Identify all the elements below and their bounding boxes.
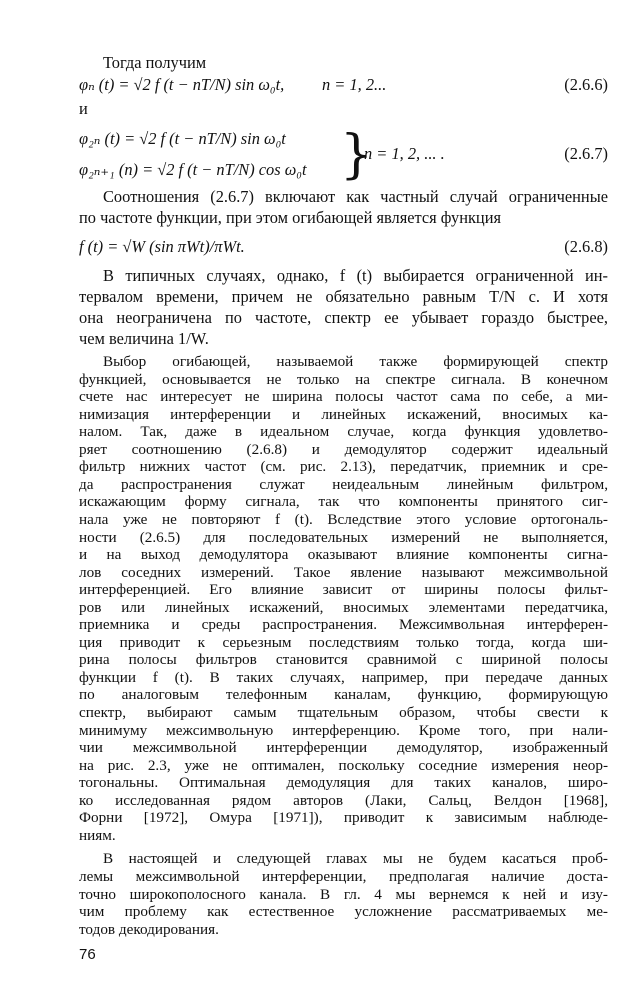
- equation-2-6-7-condition: n = 1, 2, ... .: [364, 144, 445, 163]
- text-line: нимизация интерференции и линейных искажений, вносимых ка-: [79, 405, 608, 423]
- text-line: Форни [1972], Омура [1971]), приводит к зависимым наблюде-: [79, 809, 608, 827]
- text-line: лов соседних измерений. Такое явление называют межсимвольной: [79, 563, 608, 581]
- text-line: счете нас интересует не ширина полосы частот сама по себе, а ми-: [79, 388, 608, 406]
- text-line: тодов декодирования.: [79, 920, 219, 938]
- equation-2-6-6: φₙ (t) = √2 f (t − nT/N) sin ω₀t,: [79, 75, 285, 94]
- text-line: ко исследованная рядом авторов (Лаки, Сальц, Велдон [1968],: [79, 791, 608, 809]
- text-line: и на выход демодулятора оказывают влияние компоненты сигна-: [79, 546, 608, 564]
- page-number: 76: [79, 946, 96, 964]
- text-line: фильтр нижних частот (см. рис. 2.13), передатчик, приемник и сре-: [79, 458, 608, 476]
- text-line: да распространения служат неидеальным линейным фильтром,: [79, 475, 608, 493]
- text-line: ров или линейных искажений, вносимых элементами передатчика,: [79, 598, 608, 616]
- text-line: по аналоговым телефонным каналам, функцию, формирующую: [79, 686, 608, 704]
- text-line: В типичных случаях, однако, f (t) выбирается ограниченной ин-: [103, 266, 608, 285]
- text-line: чем величина 1/W.: [79, 329, 209, 348]
- text-line: искажающим форму сигнала, так что компоненты принятого сиг-: [79, 493, 608, 511]
- text-line: Выбор огибающей, называемой также формирующей спектр: [103, 353, 608, 370]
- text-line: рина полосы фильтров становится сравнимой с шириной полосы: [79, 651, 608, 669]
- text-line: чии межсимвольной интерференции демодулятор, изображенный: [79, 739, 608, 757]
- equation-number-2-6-7: (2.6.7): [564, 144, 608, 163]
- text-line: спектр, выбирают самым тщательным образом, чтобы свести к: [79, 704, 608, 721]
- text-line: тогональны. Оптимальная демодуляция для таких каналов, широ-: [79, 774, 608, 792]
- equation-number-2-6-6: (2.6.6): [564, 75, 608, 94]
- equation-number-2-6-8: (2.6.8): [564, 237, 608, 256]
- text-line: минимуму межсимвольную интерференцию. Кроме того, при нали-: [79, 721, 608, 739]
- text-line: на рис. 2.3, уже не оптимален, поскольку соседние измерения неор-: [79, 756, 608, 774]
- text-line: чим проблему как естественное усложнение рассматриваемых ме-: [79, 903, 608, 921]
- text-line: ности (2.6.5) для последовательных измерений не выполняется,: [79, 528, 608, 546]
- text-line: лемы межсимвольной интерференции, предполагая наличие доста-: [79, 867, 608, 885]
- text-line: ниям.: [79, 826, 116, 844]
- text-line: ция приводит к серьезным последствиям только тогда, когда ши-: [79, 633, 608, 651]
- text-line: приемника и среды распространения. Межсимвольная интерферен-: [79, 616, 608, 634]
- text-line: налом. Так, даже в идеальном случае, когда функция удовлетво-: [79, 423, 608, 441]
- text-line: Соотношения (2.6.7) включают как частный случай ограниченные: [103, 187, 608, 206]
- text-line: тервалом времени, причем не обязательно равным T/N с. И хотя: [79, 287, 608, 306]
- equation-2-6-8: f (t) = √W (sin πWt)/πWt.: [79, 237, 245, 256]
- right-brace-icon: }: [340, 125, 374, 185]
- equation-2-6-6-condition: n = 1, 2...: [322, 75, 387, 94]
- text-line: функцией, основывается не только на спектре сигнала. В конечном: [79, 370, 608, 388]
- equation-2-6-7-line2: φ₂ₙ₊₁ (n) = √2 f (t − nT/N) cos ω₀t: [79, 160, 307, 179]
- conjunction-and: и: [79, 99, 88, 118]
- text-line: точно широкополосного канала. В гл. 4 мы вернемся к ней и изу-: [79, 885, 608, 903]
- text-line: нала уже не повторяют f (t). Вследствие этого условие ортогональ-: [79, 510, 608, 528]
- text-line: она неограничена по частоте, спектр ее убывает гораздо быстрее,: [79, 308, 608, 327]
- text-line: В настоящей и следующей главах мы не будем касаться проб-: [103, 850, 608, 868]
- equation-2-6-7-line1: φ₂ₙ (t) = √2 f (t − nT/N) sin ω₀t: [79, 129, 286, 148]
- text-line: по частоте функции, при этом огибающей является функция: [79, 208, 502, 227]
- intro-text: Тогда получим: [103, 53, 207, 72]
- text-line: функции f (t). В таких случаях, например, при передаче данных: [79, 668, 608, 686]
- text-line: ряет соотношению (2.6.8) и демодулятор содержит идеальный: [79, 440, 608, 458]
- text-line: интерференцией. Его влияние зависит от ширины полосы фильт-: [79, 581, 608, 599]
